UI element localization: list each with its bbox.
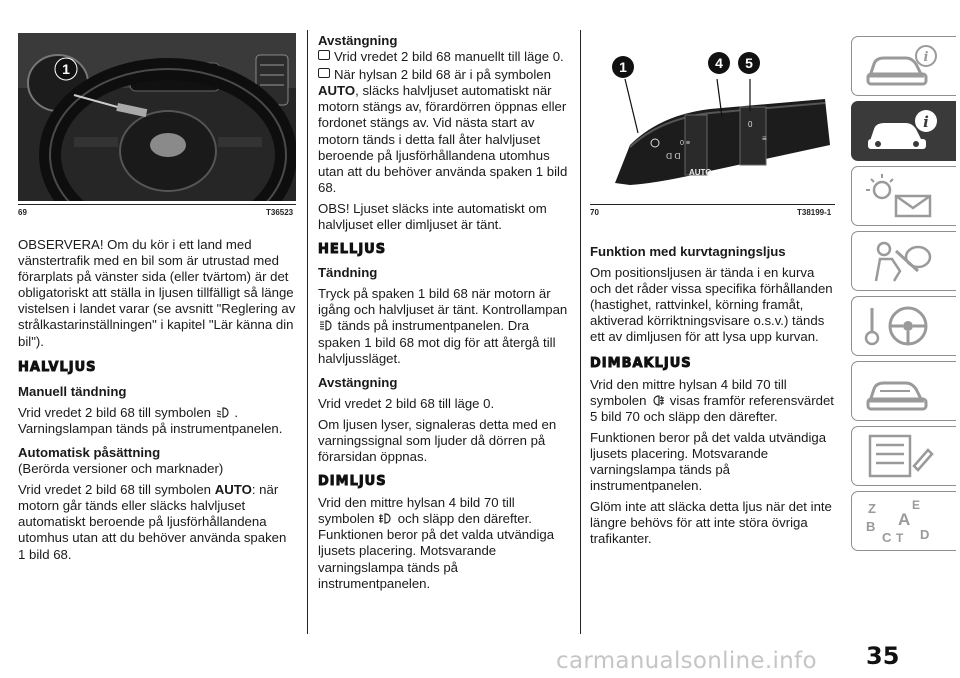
off-bullet-1-text: Vrid vredet 2 bild 68 manuellt till läge 0. [334,49,564,65]
figure-69-callout: 1 [62,61,70,77]
svg-text:0 ≡: 0 ≡ [680,140,690,147]
ignition-text-a: Tryck på spaken 1 bild 68 när motorn är igång och halvljuset är tänt. [318,286,551,318]
tab-get-to-know-car[interactable] [851,36,956,96]
figure-70-callout-4: 4 [715,55,723,71]
figure-70-code: T38199-1 [797,208,832,217]
checkbox-bullet-icon [318,68,330,78]
low-beam-off-title: Avstängning [318,33,398,48]
manual-text-b: . [234,404,239,420]
index-letter: E [912,498,921,512]
airbag-safety-icon [860,237,940,285]
off-bullet-2-text-a: När hylsan 2 bild 68 är i på symbolen [334,67,551,83]
high-beam-off-title: Avstängning [318,374,398,390]
auto-on-subtitle: (Berörda versioner och marknader) [18,461,224,477]
manual-text-c: Varningslampan tänds på instrumentpanelen. [18,420,283,436]
figure-70-auto-label: AUTO [689,168,712,177]
ignition-text-c: tänds på instrumentpanelen. Dra spaken 1 bild 68 mot dig för att återgå till halvljussläget. [318,318,556,366]
watermark: carmanualsonline.info [556,648,817,674]
rear-fog-text-2: Funktionen beror på det valda utvändiga ljusets placering. Motsvarande varningslampa tänds på instrumentpanelen. [590,429,827,494]
manual-ignition-text [18,405,296,437]
tab-lights-active[interactable] [851,101,956,161]
low-beam-off-bullet-2 [318,67,571,196]
car-emergency-icon [860,367,940,415]
figure-70-callout-5: 5 [745,55,753,71]
steering-wheel-illustration [18,33,296,201]
fog-lights-text [318,495,571,592]
heading-fog-lights: DIMLJUS [318,474,387,490]
tab-maintenance[interactable] [851,426,956,486]
middle-column [318,33,571,592]
index-letter: B [866,519,876,534]
svg-text:≡: ≡ [762,134,767,143]
cornering-light-text: Om positionsljusen är tända i en kurva och det råder vissa specifika förhållanden (hastighet, rattvinkel, körning framåt, aktiverad körriktningsvisare o.s.v.) tänds ett av dimljusen för att lysa upp kurvan. [590,265,833,345]
index-letter: D [920,527,930,542]
index-letter: T [896,531,904,545]
alphabet-index-icon [860,497,940,545]
svg-text:ᗡ ᗡ: ᗡ ᗡ [666,152,681,161]
rear-fog-light-icon [651,394,665,407]
off-bullet-2-text-b: , släcks halvljuset automatiskt när motorn stängs av, förardörren öppnas eller fordonet stängs av. Vid nästa start av motorn tänds i detta fall åter halvljuset beroende på ljusförhållandena utomhus utan att du behöver använda spaken 1 bild 68. [318,83,568,195]
auto-on-text [18,482,296,562]
light-mail-icon [860,172,940,220]
heading-high-beam: HELLJUS [318,242,387,258]
page-number: 35 [866,642,900,670]
right-column [590,244,835,548]
low-beam-off-note: OBS! Ljuset släcks inte automatiskt om halvljuset eller dimljuset är tänt. [318,200,547,233]
auto-text-b: : när motorn går tänds eller släcks halvljuset automatiskt beroende på ljusförhållandena utomhus utan att du behöver använda spaken 1 bild 68. [18,482,287,562]
auto-text-a: Vrid vredet 2 bild 68 till symbolen [18,482,212,498]
tab-warning-lights[interactable] [851,166,956,226]
tab-index[interactable] [851,491,956,551]
ignition-text-b: Kontrollampan [482,302,568,318]
off-auto-label: AUTO [318,83,356,99]
heading-low-beam: HALVLJUS [18,359,97,375]
fog-text-a: Vrid den mittre hylsan 4 bild 70 till symbolen [318,495,515,527]
cornering-light-title: Funktion med kurvtagningsljus [590,244,786,259]
car-info-icon [860,42,940,90]
tab-starting-driving[interactable] [851,296,956,356]
high-beam-ignition-text [318,286,571,366]
low-beam-off-bullet-1 [318,49,571,65]
svg-text:i: i [923,113,929,131]
figure-69-caption-rule [18,204,296,205]
figure-70-caption-rule [590,204,835,205]
auto-on-title: Automatisk påsättning [18,444,161,460]
column-divider-left [307,30,308,634]
steering-key-icon [860,302,940,350]
rear-fog-text-b: visas framför referensvärdet 5 bild 70 och släpp den därefter. [590,392,834,424]
high-beam-off-text-2: Om ljusen lyser, signaleras detta med en varningssignal som ljuder då dörren på förarsidan öppnas. [318,416,557,465]
figure-69-code: T36523 [266,208,294,217]
checkbox-bullet-icon [318,50,330,60]
section-tabs [851,36,957,556]
light-stalk-illustration [590,33,835,201]
low-beam-icon [216,406,230,419]
maintenance-checklist-icon [860,432,940,480]
front-fog-light-icon [379,512,393,525]
auto-label: AUTO [214,482,252,498]
figure-69-number: 69 [18,208,27,217]
svg-text:0: 0 [748,120,753,129]
figure-70-number: 70 [590,208,599,217]
car-info-active-icon [860,107,940,155]
column-divider-right [580,30,581,634]
tab-safety[interactable] [851,231,956,291]
high-beam-off-text-1: Vrid vredet 2 bild 68 till läge 0. [318,395,495,411]
svg-text:i: i [923,50,929,65]
figure-69-photo [18,33,296,201]
rear-fog-text-1 [590,377,835,425]
left-hand-traffic-note: OBSERVERA! Om du kör i ett land med vänstertrafik med en bil som är utrustad med förarplats på vänster sida (eller tvärtom) är det obligatoriskt att ställa in ljusen tillfälligt så länge vistelsen i landet varar (se avsnitt "Reglering av strålkastarinställningen" i kapitel "Lär känna din bil"). [18,237,296,349]
fog-text-b: och släpp den därefter. Funktionen beror på det valda utvändiga ljusets placering. Motsvarande varningslampa tänds på instrumentpanelen. [318,511,555,591]
index-letter: C [882,530,892,545]
figure-70-callout-1: 1 [619,59,627,75]
index-letter: A [898,510,911,529]
heading-rear-fog: DIMBAKLJUS [590,355,692,371]
manual-text-a: Vrid vredet 2 bild 68 till symbolen [18,404,212,420]
rear-fog-text-a: Vrid den mittre hylsan 4 bild 70 till symbolen [590,376,787,408]
high-beam-ignition-title: Tändning [318,265,378,281]
index-letter: Z [868,501,876,516]
figure-70-photo [590,33,835,201]
left-column [18,237,296,563]
manual-ignition-title: Manuell tändning [18,383,127,399]
high-beam-icon [319,319,333,332]
rear-fog-text-3: Glöm inte att släcka detta ljus när det inte längre behövs för att inte störa övriga trafikanter. [590,499,832,547]
tab-emergency[interactable] [851,361,956,421]
